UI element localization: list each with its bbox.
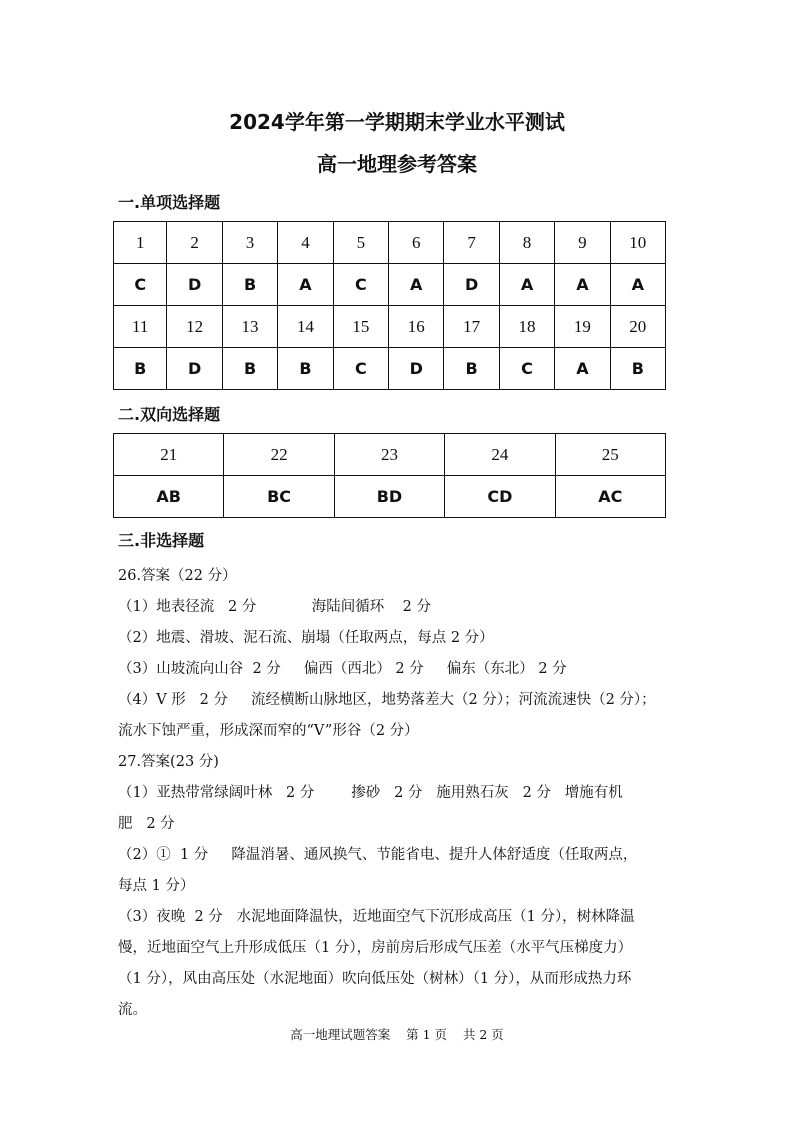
answer-line: （4）V 形 2 分 流经横断山脉地区，地势落差大（2 分）；河流流速快（2 分）； [118, 692, 656, 708]
section-heading-double-choice: 二.双向选择题 [118, 405, 221, 424]
question-number-cell: 5 [333, 222, 388, 264]
question-number-cell: 4 [278, 222, 333, 264]
double-choice-answer-table [113, 433, 666, 518]
answer-cell: CD [445, 476, 555, 518]
question-number-cell: 8 [499, 222, 554, 264]
question-number-cell: 12 [167, 306, 222, 348]
question-number-cell: 23 [334, 434, 444, 476]
answer-line: （3）夜晚 2 分 水泥地面降温快，近地面空气下沉形成高压（1 分），树林降温 [118, 909, 635, 925]
document-title: 2024学年第一学期期末学业水平测试 [229, 110, 565, 134]
answer-line: （1 分），风由高压处（水泥地面）吹向低压处（树林）（1 分），从而形成热力环 [118, 971, 632, 987]
answer-cell: A [389, 264, 444, 306]
answer-cell: C [333, 348, 388, 390]
question-number-cell: 10 [610, 222, 665, 264]
question-number-cell: 21 [114, 434, 224, 476]
question-number-row [114, 222, 666, 264]
question-number-cell: 14 [278, 306, 333, 348]
answer-row [114, 348, 666, 390]
document-subtitle: 高一地理参考答案 [317, 152, 477, 176]
answer-cell: A [610, 264, 665, 306]
question-number-cell: 2 [167, 222, 222, 264]
answer-cell: C [499, 348, 554, 390]
question-number-cell: 3 [222, 222, 277, 264]
answer-line: 慢，近地面空气上升形成低压（1 分），房前房后形成气压差（水平气压梯度力） [118, 940, 633, 956]
answer-line: （2）地震、滑坡、泥石流、崩塌（任取两点，每点 2 分） [118, 630, 494, 646]
answer-cell: D [444, 264, 499, 306]
section-heading-single-choice: 一.单项选择题 [118, 193, 221, 212]
section-heading-non-choice: 三.非选择题 [118, 531, 205, 550]
question-number-cell: 6 [389, 222, 444, 264]
answer-row [114, 476, 666, 518]
question-number-cell: 22 [224, 434, 334, 476]
answer-line: 肥 2 分 [118, 816, 175, 832]
answer-cell: B [222, 264, 277, 306]
answer-line: 每点 1 分） [118, 878, 195, 894]
answer-line: 流。 [118, 1002, 147, 1018]
answer-cell: D [167, 264, 222, 306]
answer-cell: AB [114, 476, 224, 518]
answer-cell: A [278, 264, 333, 306]
answer-cell: B [278, 348, 333, 390]
answer-line: （1）亚热带常绿阔叶林 2 分 掺砂 2 分 施用熟石灰 2 分 增施有机 [118, 785, 623, 801]
answer-cell: BD [334, 476, 444, 518]
question-number-cell: 19 [555, 306, 610, 348]
question-number-cell: 1 [114, 222, 167, 264]
answer-cell: B [222, 348, 277, 390]
question-number-cell: 18 [499, 306, 554, 348]
question-number-cell: 20 [610, 306, 665, 348]
question-number-cell: 16 [389, 306, 444, 348]
answer-cell: D [167, 348, 222, 390]
answer-line: 27.答案(23 分) [118, 754, 219, 770]
answer-line: （2）① 1 分 降温消暑、通风换气、节能省电、提升人体舒适度（任取两点， [118, 847, 638, 863]
answer-cell: A [499, 264, 554, 306]
answer-cell: B [610, 348, 665, 390]
answer-cell: BC [224, 476, 334, 518]
answer-line: 流水下蚀严重，形成深而窄的“V”形谷（2 分） [118, 723, 419, 739]
question-number-cell: 13 [222, 306, 277, 348]
answer-cell: A [555, 264, 610, 306]
answer-cell: D [389, 348, 444, 390]
question-number-cell: 25 [555, 434, 665, 476]
question-number-cell: 11 [114, 306, 167, 348]
answer-cell: AC [555, 476, 665, 518]
answer-cell: C [333, 264, 388, 306]
question-number-cell: 7 [444, 222, 499, 264]
single-choice-answer-table [113, 221, 666, 390]
answer-cell: C [114, 264, 167, 306]
question-number-cell: 15 [333, 306, 388, 348]
page-footer: 高一地理试题答案 第 1 页 共 2 页 [290, 1027, 504, 1042]
question-number-cell: 24 [445, 434, 555, 476]
answer-line: 26.答案（22 分） [118, 568, 237, 584]
question-number-cell: 9 [555, 222, 610, 264]
answer-cell: B [114, 348, 167, 390]
answer-line: （3）山坡流向山谷 2 分 偏西（西北） 2 分 偏东（东北） 2 分 [118, 661, 567, 677]
answer-cell: A [555, 348, 610, 390]
question-number-row [114, 306, 666, 348]
question-number-cell: 17 [444, 306, 499, 348]
answer-row [114, 264, 666, 306]
answer-cell: B [444, 348, 499, 390]
question-number-row [114, 434, 666, 476]
answer-line: （1）地表径流 2 分 海陆间循环 2 分 [118, 599, 431, 615]
